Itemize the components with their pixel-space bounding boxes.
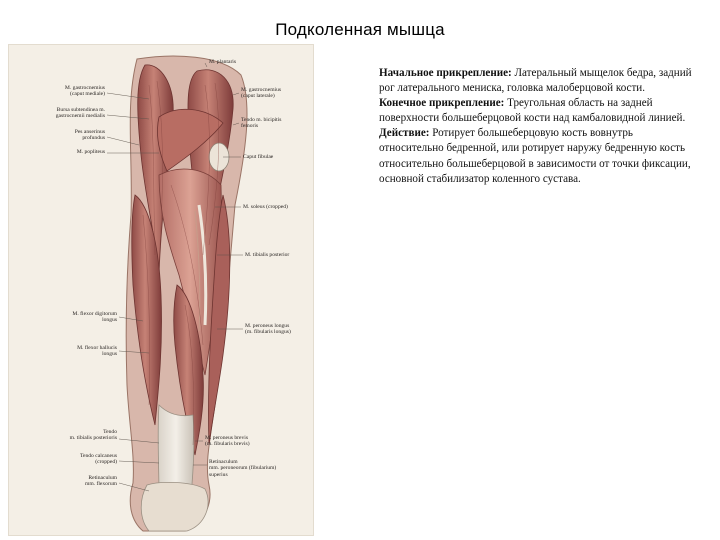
- label-biceps-femoris-tendon: Tendo m. bicipitis femoris: [241, 117, 282, 130]
- action-paragraph: [379, 126, 695, 186]
- origin-paragraph: [379, 66, 695, 96]
- insertion-label: Конечное прикрепление:: [379, 97, 505, 110]
- label-soleus: M. soleus (cropped): [243, 204, 288, 210]
- insertion-paragraph: [379, 96, 695, 126]
- label-plantaris: M. plantaris: [209, 59, 237, 65]
- label-retinaculum-flexorum: Retinaculum mm. flexorum: [84, 475, 117, 488]
- insertion-text: Треугольная область на задней поверхности большеберцовой кости над камбаловидной линией.: [379, 97, 686, 125]
- label-gastrocnemius-medial: M. gastrocnemius (caput mediale): [64, 85, 105, 98]
- label-tendo-calcaneus: Tendo calcaneus (cropped): [79, 453, 117, 466]
- label-flexor-hallucis: M. flexor hallucis longus: [77, 345, 117, 358]
- label-bursa-subtendinea: Bursa subtendinea m. gastrocnemii medialis: [55, 107, 105, 120]
- label-tibialis-posterior: M. tibialis posterior: [245, 252, 290, 258]
- label-peroneus-brevis: M. peroneus brevis (m. fibularis brevis): [205, 435, 250, 448]
- label-flexor-digitorum: M. flexor digitorum longus: [72, 311, 117, 324]
- label-popliteus: M. popliteus: [76, 149, 105, 155]
- label-gastrocnemius-lateral: M. gastrocnemius (caput laterale): [241, 87, 282, 100]
- origin-text: Латеральный мыщелок бедра, задний рог латерального мениска, головка малоберцовой кости.: [379, 67, 692, 95]
- action-text: Ротирует большеберцовую кость вовнутрь относительно бедренной, или ротирует наружу бедренную кость относительно большеберцовой в зависимости от точки фиксации, основной стабилизатор коленного сустава.: [379, 127, 691, 185]
- muscle-description: [379, 66, 695, 187]
- anatomy-illustration: [8, 44, 314, 536]
- label-caput-fibulae: Caput fibulae: [243, 154, 274, 160]
- origin-label: Начальное прикрепление:: [379, 67, 512, 79]
- slide-title: Подколенная мышца: [275, 20, 445, 39]
- label-pes-anserinus: Pes anserinus profundus: [74, 129, 105, 142]
- label-tibialis-posterior-tendon: Tendo m. tibialis posterioris: [69, 429, 117, 442]
- label-retinaculum-peroneorum: Retinaculum mm. peroneorum (fibularium) superius: [209, 459, 277, 478]
- label-peroneus-longus: M. peroneus longus (m. fibularis longus): [245, 323, 291, 336]
- action-label: Действие:: [379, 127, 430, 140]
